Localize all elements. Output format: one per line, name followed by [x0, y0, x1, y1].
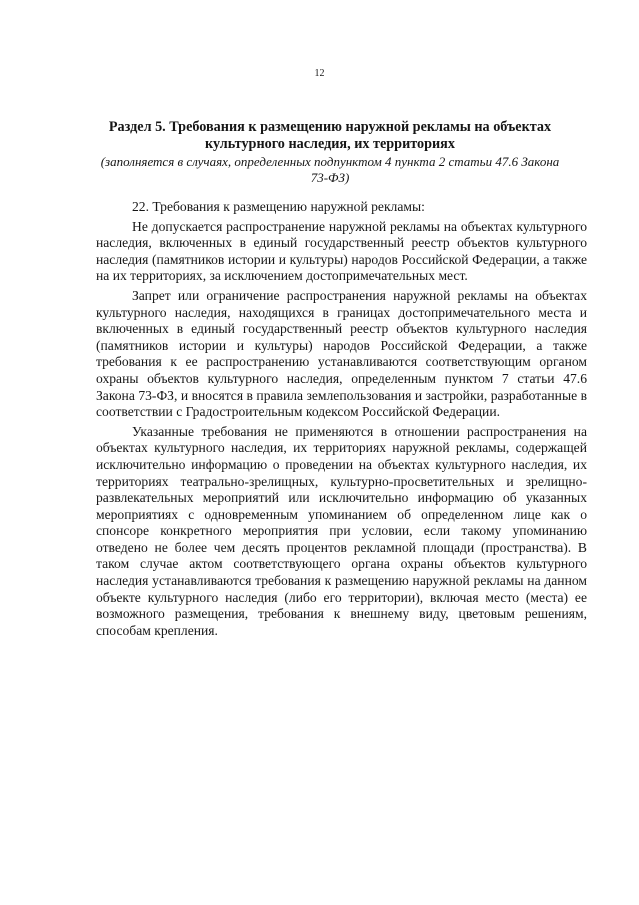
page-number: 12 [314, 68, 325, 79]
body-text [96, 199, 587, 639]
paragraph: Запрет или ограничение распространения наружной рекламы на объектах культурного наследия, находящихся в границах достопримечательного места и включенных в единый государственный реестр объектов культурного наследия (памятников истории и культуры) народов Российской Федерации, а также требования к ее распространению устанавливаются соответствующим органом охраны объектов культурного наследия, определенным пунктом 7 статьи 47.6 Закона 73-ФЗ, и вносятся в правила землепользования и застройки, разработанные в соответствии с Градостроительным кодексом Российской Федерации. [96, 287, 587, 420]
section-title: Раздел 5. Требования к размещению наружной рекламы на объектах культурного наследия, их территориях [108, 119, 552, 152]
paragraph-heading: 22. Требования к размещению наружной рекламы: [132, 199, 425, 214]
section-note: (заполняется в случаях, определенных подпунктом 4 пункта 2 статьи 47.6 Закона 73-ФЗ) [100, 154, 560, 185]
paragraph: Не допускается распространение наружной рекламы на объектах культурного наследия, включенных в единый государственный реестр объектов культурного наследия (памятников истории и культуры) народов Российской Федерации, а также на их территориях, за исключением достопримечательных мест. [96, 218, 587, 284]
paragraph: Указанные требования не применяются в отношении распространения на объектах культурного наследия, их территориях наружной рекламы, содержащей исключительно информацию о проведении на объектах культурного наследия, их территориях театрально-зрелищных, культурно-просветительных и зрелищно-развлекательных мероприятий или исключительно информацию об указанных мероприятиях с одновременным упоминанием об определенном лице как о спонсоре конкретного мероприятия при условии, если такому упоминанию отведено не более чем десять процентов рекламной площади (пространства). В таком случае актом соответствующего органа охраны объектов культурного наследия устанавливаются требования к размещению наружной рекламы на данном объекте культурного наследия (либо его территории), включая место (места) ее возможного размещения, требования к внешнему виду, цветовым решениям, способам крепления. [96, 423, 587, 638]
